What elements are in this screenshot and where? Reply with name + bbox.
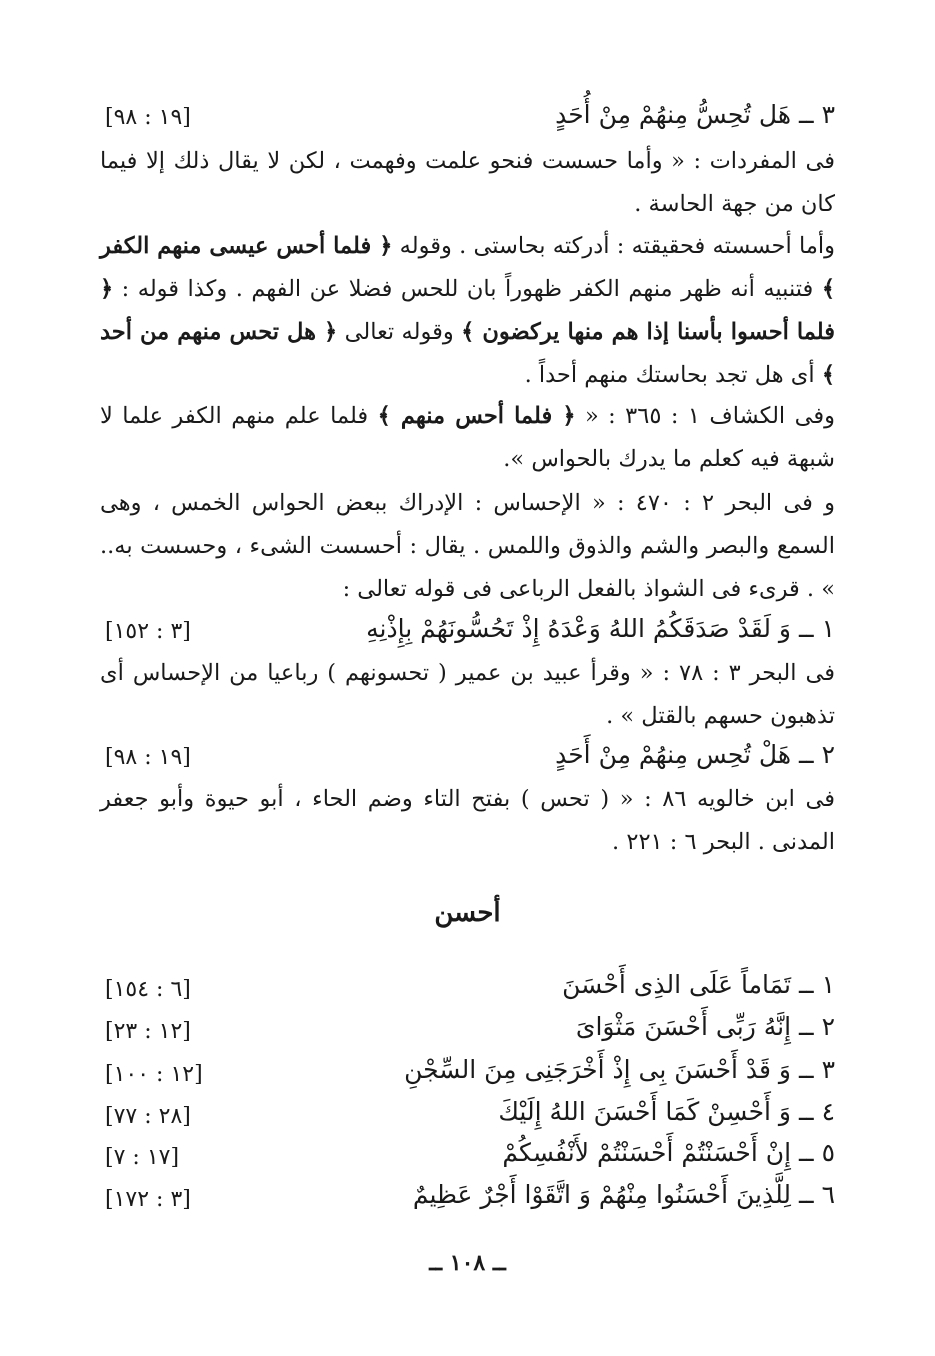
- verse-reference: [١٩ : ٩٨]: [105, 745, 191, 770]
- verse-line: ٥ ــ إِنْ أَحْسَنْتُمْ أَحْسَنْتُمْ لأَنْفُسِكُمْ: [502, 1138, 835, 1167]
- quran-quote: ﴿ هل تحس منهم من أحد ﴾: [100, 319, 835, 388]
- verse-line: ٢ ــ إِنَّهُ رَبِّى أَحْسَنَ مَثْوَاىَ: [575, 1012, 835, 1041]
- paragraph-kashshaf: [100, 395, 835, 481]
- paragraph-text: فلما علم منهم الكفر علما لا شبهة فيه كعلم ما يدرك بالحواس ».: [100, 403, 835, 472]
- verse-line: ٣ ــ وَ قَدْ أَحْسَنَ بِى إِذْ أَخْرَجَنِى مِنَ السِّجْنِ: [404, 1055, 835, 1084]
- paragraph-text: وفى الكشاف ١ : ٣٦٥ : «: [575, 403, 835, 429]
- paragraph-ahsastuhu: [100, 225, 835, 397]
- verse-line: ٦ ــ لِلَّذِينَ أَحْسَنُوا مِنْهُمْ وَ اتَّقَوْا أَجْرٌ عَظِيمٌ: [412, 1180, 835, 1209]
- verse-reference: [٣ : ١٧٢]: [105, 1187, 191, 1212]
- paragraph-bahr-78: فى البحر ٣ : ٧٨ : « وقرأ عبيد بن عمير ( تحسونهم ) رباعيا من الإحساس أى تذهبون حسهم بالقتل » .: [100, 660, 835, 729]
- verse-reference: [٦ : ١٥٤]: [105, 977, 191, 1002]
- paragraph-text: أى هل تجد بحاستك منهم أحداً .: [524, 362, 822, 388]
- verse-reference: [٣ : ١٥٢]: [105, 619, 191, 644]
- verse-reference: [١٩ : ٩٨]: [105, 105, 191, 130]
- verse-line: ٣ ــ هَل تُحِسُّ مِنهُمْ مِنْ أُحَدٍ: [555, 100, 835, 129]
- paragraph-ibn-khalawayh: فى ابن خالويه ٨٦ : « ( تحس ) بفتح التاء وضم الحاء ، أبو حيوة وأبو جعفر المدنى . البحر ٦ : ٢٢١ .: [100, 786, 835, 855]
- verse-reference: [١٢ : ٢٣]: [105, 1019, 191, 1044]
- quran-quote: ﴿ فلما أحس منهم ﴾: [377, 403, 576, 429]
- paragraph-text: وأما أحسسته فحقيقته : أدركته بحاستى . وقوله: [392, 233, 836, 259]
- verse-line: ١ ــ تَمَاماً عَلَى الذِى أَحْسَنَ: [562, 970, 835, 999]
- paragraph-text: وقوله تعالى: [337, 319, 462, 345]
- verse-reference: [١٧ : ٧]: [105, 1145, 180, 1170]
- verse-line: ٢ ــ هَلْ تُحِس مِنهُمْ مِنْ أَحَدٍ: [555, 740, 835, 769]
- section-title: أحسن: [434, 898, 501, 928]
- paragraph-text: فتنبيه أنه ظهر منهم الكفر ظهوراً بان للحس فضلا عن الفهم . وكذا قوله :: [113, 276, 822, 302]
- verse-line: ١ ــ وَ لَقَدْ صَدَقَكُمُ اللهُ وَعْدَهُ إِذْ تَحُسُّونَهُمْ بِإِذْنِهِ: [366, 614, 835, 643]
- verse-reference: [٢٨ : ٧٧]: [105, 1104, 191, 1129]
- quran-quote: ﴿ فلما أحس عيسى منهم الكفر ﴾: [100, 233, 835, 302]
- paragraph-bahr-470: و فى البحر ٢ : ٤٧٠ : « الإحساس : الإدراك ببعض الحواس الخمس ، وهى السمع والبصر والشم والذوق واللمس . يقال : أحسست الشىء ، وحسست به.. » . قرىء فى الشواذ بالفعل الرباعى فى قوله تعالى :: [100, 490, 835, 602]
- verse-line: ٤ ــ وَ أَحْسِنْ كَمَا أَحْسَنَ اللهُ إِلَيْكَ: [498, 1097, 835, 1126]
- quran-quote: ﴿ فلما أحسوا بأسنا إذا هم منها يركضون ﴾: [100, 276, 835, 345]
- verse-reference: [١٢ : ١٠٠]: [105, 1062, 203, 1087]
- page-number: ــ ١٠٨ ــ: [429, 1250, 506, 1276]
- paragraph-mufradat: فى المفردات : « وأما حسست فنحو علمت وفهمت ، لكن لا يقال ذلك إلا فيما كان من جهة الحاسة .: [100, 148, 835, 217]
